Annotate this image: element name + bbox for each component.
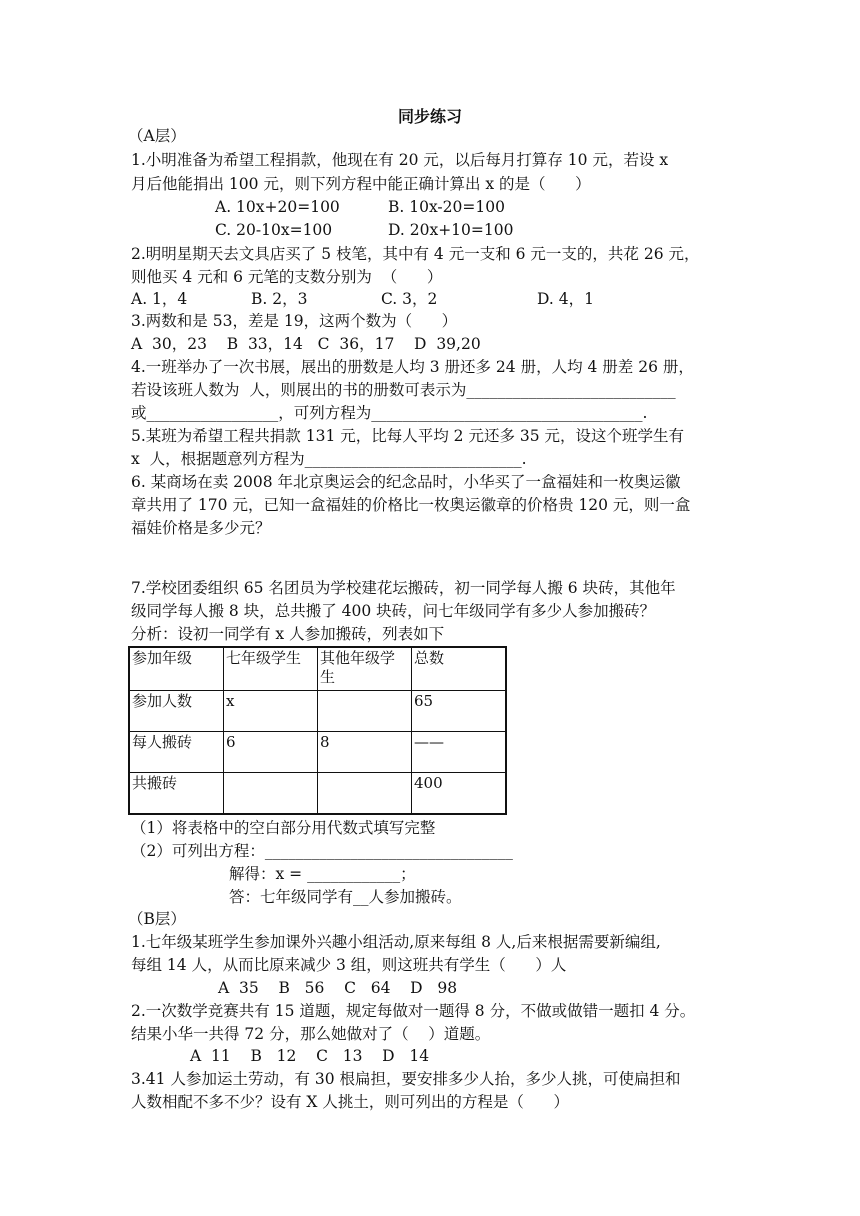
q3-line1: 3.两数和是 53，差是 19，这两个数为（ ）: [131, 312, 458, 330]
q1-option-b: B. 10x-20=100: [388, 198, 505, 216]
table-cell: [318, 691, 412, 732]
table-cell: [224, 773, 318, 815]
table-header-cell: 参加年级: [129, 647, 224, 691]
q7-sub1: （1）将表格中的空白部分用代数式填写完整: [131, 819, 436, 837]
q2-line2: 则他买 4 元和 6 元笔的支数分别为 （ ）: [131, 268, 443, 286]
b3-line2: 人数相配不多不少？设有 X 人挑土，则可列出的方程是（ ）: [131, 1093, 569, 1111]
q1-line1: 1.小明准备为希望工程捐款，他现在有 20 元，以后每月打算存 10 元，若设 x: [131, 151, 669, 169]
q2-line1: 2.明明星期天去文具店买了 5 枝笔，其中有 4 元一支和 6 元一支的，共花 26 元，: [131, 245, 700, 263]
section-b-heading: （B层）: [128, 910, 186, 928]
b1-line2: 每组 14 人，从而比原来减少 3 组，则这班共有学生（ ）人: [131, 956, 567, 974]
q5-line1: 5.某班为希望工程共捐款 131 元，比每人平均 2 元还多 35 元，设这个班学生有: [131, 427, 685, 445]
q7-answer: 答：七年级同学有__人参加搬砖。: [229, 888, 462, 906]
q4-line1: 4.一班举办了一次书展，展出的册数是人均 3 册还多 24 册，人均 4 册差 26 册，: [131, 358, 694, 376]
b2-options: A 11 B 12 C 13 D 14: [190, 1047, 430, 1065]
table-header-cell: 总数: [412, 647, 507, 691]
table-cell: 65: [412, 691, 507, 732]
table-cell: x: [224, 691, 318, 732]
q4-line2: 若设该班人数为 人，则展出的书的册数可表示为___________________________: [131, 381, 676, 399]
table-cell: [318, 773, 412, 815]
table-header-row: [129, 647, 506, 691]
q1-option-d: D. 20x+10=100: [388, 221, 514, 239]
b2-line1: 2.一次数学竞赛共有 15 道题，规定每做对一题得 8 分，不做或做错一题扣 4 分。: [131, 1002, 696, 1020]
q2-option-d: D. 4，1: [537, 290, 594, 308]
q4-line3: 或_________________，可列方程为___________________________________.: [131, 404, 648, 422]
page-title: 同步练习: [397, 107, 462, 126]
table-header-cell: 其他年级学生: [318, 647, 412, 691]
q5-line2: x 人，根据题意列方程为____________________________.: [131, 450, 527, 468]
table-cell: 400: [412, 773, 507, 815]
q1-option-a: A. 10x+20=100: [215, 198, 340, 216]
b2-line2: 结果小华一共得 72 分，那么她做对了（ ）道题。: [131, 1025, 491, 1043]
table-cell: ——: [412, 732, 507, 773]
table-header-cell: 七年级学生: [224, 647, 318, 691]
q7-sub2: （2）可列出方程：________________________________: [131, 842, 513, 860]
table-cell: 共搬砖: [129, 773, 224, 815]
q2-option-a: A. 1，4: [131, 290, 188, 308]
section-a-heading: （A层）: [128, 127, 186, 145]
q6-line3: 福娃价格是多少元？: [131, 519, 271, 537]
b3-line1: 3.41 人参加运土劳动，有 30 根扁担，要安排多少人抬，多少人挑，可使扁担和: [131, 1070, 681, 1088]
q1-option-c: C. 20-10x=100: [215, 221, 333, 239]
table-cell: 8: [318, 732, 412, 773]
table-cell: 6: [224, 732, 318, 773]
q3-options: A 30，23 B 33，14 C 36，17 D 39,20: [131, 335, 481, 353]
b1-options: A 35 B 56 C 64 D 98: [218, 979, 458, 997]
table-row: [129, 773, 506, 815]
table-cell: 参加人数: [129, 691, 224, 732]
table-cell: 每人搬砖: [129, 732, 224, 773]
table-row: [129, 732, 506, 773]
q7-line1: 7.学校团委组织 65 名团员为学校建花坛搬砖，初一同学每人搬 6 块砖，其他年: [131, 579, 676, 597]
q2-option-b: B. 2，3: [251, 290, 308, 308]
q2-option-c: C. 3，2: [381, 290, 438, 308]
q1-line2: 月后他能捐出 100 元，则下列方程中能正确计算出 x 的是（ ）: [131, 175, 591, 193]
q7-analysis: 分析：设初一同学有 x 人参加搬砖，列表如下: [131, 625, 445, 643]
q7-solve: 解得：x = ____________；: [229, 865, 416, 883]
q6-line1: 6. 某商场在卖 2008 年北京奥运会的纪念品时，小华买了一盒福娃和一枚奥运徽: [131, 473, 681, 491]
brick-table: [128, 646, 507, 815]
q7-line2: 级同学每人搬 8 块，总共搬了 400 块砖，问七年级同学有多少人参加搬砖？: [131, 602, 656, 620]
q6-line2: 章共用了 170 元，已知一盒福娃的价格比一枚奥运徽章的价格贵 120 元，则一盒: [131, 496, 691, 514]
table-row: [129, 691, 506, 732]
b1-line1: 1.七年级某班学生参加课外兴趣小组活动,原来每组 8 人,后来根据需要新编组,: [131, 933, 661, 951]
